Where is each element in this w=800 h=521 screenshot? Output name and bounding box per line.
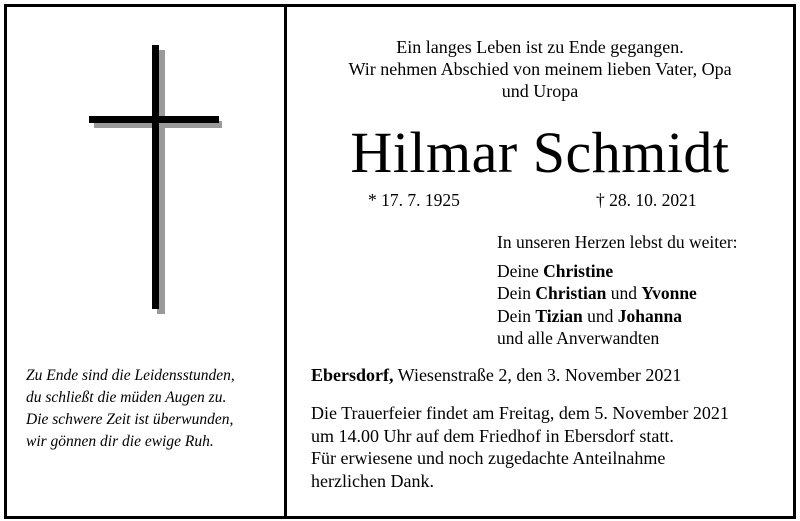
family-heading: In unseren Herzen lebst du weiter: (497, 232, 738, 252)
service-line: Für erwiesene und noch zugedachte Anteilnahme (311, 448, 666, 468)
intro-line: Wir nehmen Abschied von meinem lieben Vater, Opa (348, 59, 732, 79)
poem (26, 365, 276, 453)
service-line: um 14.00 Uhr auf dem Friedhof in Ebersdorf statt. (311, 425, 674, 446)
intro-line: und Uropa (501, 81, 579, 101)
family-line: Dein Christian und Yvonne (497, 283, 697, 303)
death-date: † 28. 10. 2021 (596, 190, 697, 210)
service-text (311, 402, 729, 492)
family-line: und alle Anverwandten (497, 328, 660, 348)
poem-line: du schließt die müden Augen zu. (26, 389, 227, 406)
service-line: herzlichen Dank. (311, 470, 434, 491)
cross-icon (0, 0, 285, 330)
intro-line: Ein langes Leben ist zu Ende gegangen. (396, 37, 684, 57)
deceased-name: Hilmar Schmidt (350, 120, 730, 185)
family-list (497, 231, 738, 350)
service-line: Die Trauerfeier findet am Freitag, dem 5. November 2021 (311, 403, 729, 423)
family-line: Deine Christine (497, 260, 614, 281)
intro-text (300, 36, 780, 102)
family-line: Dein Tizian und Johanna (497, 305, 682, 326)
poem-line: Zu Ende sind die Leidensstunden, (26, 367, 235, 384)
poem-line: Die schwere Zeit ist überwunden, (26, 411, 234, 428)
place-and-date: Ebersdorf, Wiesenstraße 2, den 3. November 2021 (311, 365, 682, 385)
poem-line: wir gönnen dir die ewige Ruh. (26, 433, 214, 450)
birth-date: * 17. 7. 1925 (368, 190, 460, 210)
